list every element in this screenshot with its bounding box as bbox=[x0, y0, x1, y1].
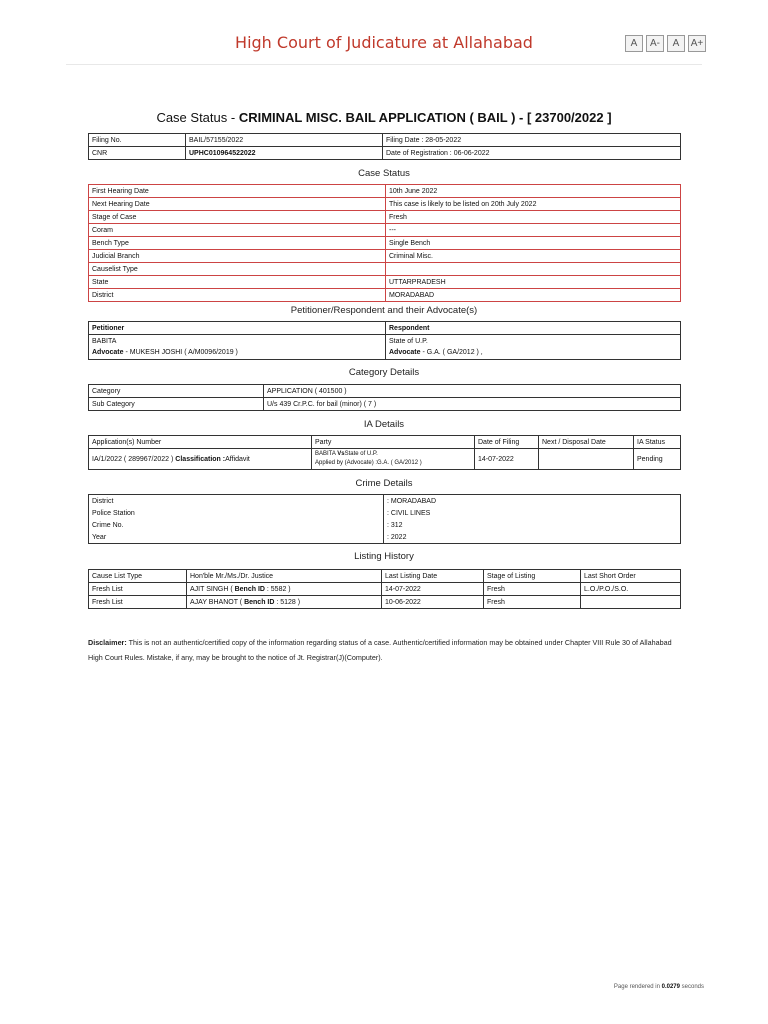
font-increase-button[interactable]: A+ bbox=[688, 35, 706, 52]
table-row: Year : 2022 bbox=[89, 531, 681, 544]
render-time-footer: Page rendered in 0.0279 seconds bbox=[613, 984, 704, 990]
table-row: Causelist Type bbox=[89, 263, 681, 276]
table-row: BABITA Advocate - MUKESH JOSHI ( A/M0096/2019 ) State of U.P. Advocate - G.A. ( GA/2012 ) , bbox=[89, 335, 681, 360]
font-size-controls bbox=[625, 35, 706, 52]
table-row: Filing No. BAIL/57155/2022 Filing Date : 28-05-2022 bbox=[89, 134, 681, 147]
parties-table bbox=[88, 321, 681, 360]
section-title-category: Category Details bbox=[348, 367, 420, 378]
table-row: Judicial Branch Criminal Misc. bbox=[89, 250, 681, 263]
table-row: Police Station : CIVIL LINES bbox=[89, 507, 681, 519]
table-row: Stage of Case Fresh bbox=[89, 211, 681, 224]
table-row: Bench Type Single Bench bbox=[89, 237, 681, 250]
crime-table bbox=[88, 494, 681, 544]
ia-table bbox=[88, 435, 681, 470]
table-row: Fresh List AJIT SINGH ( Bench ID : 5582 ) 14-07-2022 Fresh L.O./P.O./S.O. bbox=[89, 583, 681, 596]
table-row: Next Hearing Date This case is likely to be listed on 20th July 2022 bbox=[89, 198, 681, 211]
table-row: District MORADABAD bbox=[89, 289, 681, 302]
section-title-crime: Crime Details bbox=[355, 478, 413, 489]
case-status-table bbox=[88, 184, 681, 302]
filing-table bbox=[88, 133, 681, 160]
table-row: Cause List Type Hon'ble Mr./Ms./Dr. Justice Last Listing Date Stage of Listing Last Short Order bbox=[89, 570, 681, 583]
table-row: Petitioner Respondent bbox=[89, 322, 681, 335]
table-row: Fresh List AJAY BHANOT ( Bench ID : 5128 ) 10-06-2022 Fresh bbox=[89, 596, 681, 609]
table-row: CNR UPHC010964522022 Date of Registration : 06-06-2022 bbox=[89, 147, 681, 160]
page-title: Case Status - CRIMINAL MISC. BAIL APPLICATION ( BAIL ) - [ 23700/2022 ] bbox=[156, 110, 612, 125]
table-row: Application(s) Number Party Date of Filing Next / Disposal Date IA Status bbox=[89, 436, 681, 449]
table-row: District : MORADABAD bbox=[89, 495, 681, 508]
table-row: Crime No. : 312 bbox=[89, 519, 681, 531]
font-normal-button[interactable]: A bbox=[667, 35, 685, 52]
table-row: State UTTARPRADESH bbox=[89, 276, 681, 289]
case-title: CRIMINAL MISC. BAIL APPLICATION ( BAIL ) - [ 23700/2022 ] bbox=[238, 110, 612, 125]
site-title: High Court of Judicature at Allahabad bbox=[235, 33, 533, 52]
listing-table bbox=[88, 569, 681, 609]
table-row: Coram --- bbox=[89, 224, 681, 237]
table-row: First Hearing Date 10th June 2022 bbox=[89, 185, 681, 198]
section-title-case-status: Case Status bbox=[358, 168, 410, 179]
disclaimer: Disclaimer: This is not an authentic/certified copy of the information regarding status of a case. Authentic/certified information may be obtained under Chapter VIII Rule 30 of Allahabad High Court Rules. Mistake, if any, may be brought to the notice of Jt. Registrar(J)(Computer). bbox=[88, 638, 672, 662]
table-row: IA/1/2022 ( 289967/2022 ) Classification :Affidavit BABITA VsState of U.P. Applied by (Advocate) :G.A. ( GA/2012 ) 14-07-2022 Pending bbox=[89, 449, 681, 470]
table-row: Sub Category U/s 439 Cr.P.C. for bail (minor) ( 7 ) bbox=[89, 398, 681, 411]
table-row: Category APPLICATION ( 401500 ) bbox=[89, 385, 681, 398]
font-decrease-button[interactable]: A- bbox=[646, 35, 664, 52]
section-title-parties: Petitioner/Respondent and their Advocate(s) bbox=[290, 305, 478, 316]
category-table bbox=[88, 384, 681, 411]
section-title-ia: IA Details bbox=[363, 419, 405, 430]
section-title-listing: Listing History bbox=[354, 551, 414, 562]
site-header bbox=[66, 0, 702, 65]
font-reset-button[interactable]: A bbox=[625, 35, 643, 52]
